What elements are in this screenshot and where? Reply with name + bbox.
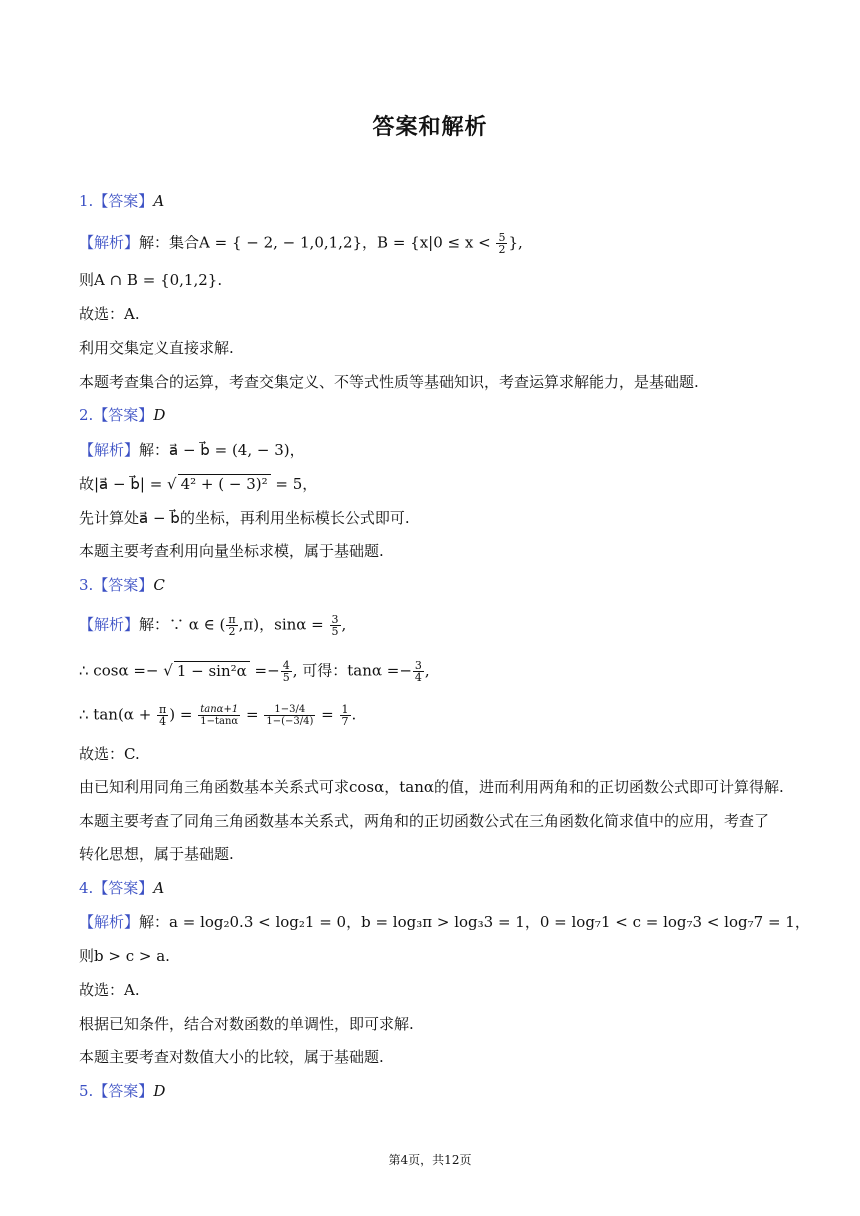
- frac-den: 4: [159, 715, 167, 728]
- q3-line-4: 故选：C.: [79, 745, 140, 763]
- q4-line-3: 故选：A.: [79, 981, 140, 999]
- q2-line-3: 先计算处a⃗ − b⃗的坐标，再利用坐标模长公式即可.: [79, 509, 410, 527]
- q3-analysis-line-1: [79, 614, 346, 637]
- q4-line-4: 根据已知条件，结合对数函数的单调性，即可求解.: [79, 1015, 414, 1033]
- q3-line-5: 由已知利用同角三角函数基本关系式可求cosα，tanα的值，进而利用两角和的正切函数公式即可计算得解.: [79, 778, 784, 796]
- q2-answer-line: [79, 405, 165, 425]
- frac-den: 5: [282, 671, 290, 684]
- frac-den: 2: [498, 243, 506, 256]
- q3-frac-7: [264, 704, 315, 727]
- q1-line-5: 本题考查集合的运算，考查交集定义、不等式性质等基础知识，考查运算求解能力，是基础题.: [79, 373, 699, 391]
- q3-line-3: [79, 704, 356, 727]
- q3-frac-4: [413, 660, 424, 683]
- frac-num: 5: [498, 231, 506, 244]
- q4-analysis-line-1: [79, 912, 810, 932]
- q4-text: 解：a = log₂0.3 < log₂1 = 0，b = log₃π > log₃3 = 1，0 = log₇1 < c = log₇3 < log₇7 = 1，: [139, 913, 810, 931]
- q1-answer-tag: 1.【答案】: [79, 192, 154, 210]
- q3-frac-8: [340, 704, 351, 727]
- q1-line-4: 利用交集定义直接求解.: [79, 339, 234, 357]
- q2-answer-tag: 2.【答案】: [79, 406, 154, 424]
- q3-text-b: =−: [254, 661, 280, 680]
- frac-den: 2: [228, 625, 236, 638]
- q1-text-b: },: [508, 233, 523, 252]
- q1-line-2: 则A ∩ B = {0,1,2}.: [79, 271, 223, 289]
- frac-num: π: [159, 703, 167, 716]
- q3-frac-1: [226, 614, 237, 637]
- q2-line-2: 故|a⃗ − b⃗| = √ 4² + ( − 3)² = 5，: [79, 475, 318, 493]
- q5-answer: D: [153, 1082, 166, 1100]
- q1-text-a: 解：集合A = { − 2, − 1,0,1,2}，B = {x|0 ≤ x <: [139, 233, 491, 252]
- q1-analysis-tag: 【解析】: [79, 233, 140, 252]
- q4-answer: A: [153, 879, 165, 897]
- q2-analysis-tag: 【解析】: [79, 441, 140, 459]
- q4-line-5: 本题主要考查对数值大小的比较，属于基础题.: [79, 1048, 384, 1066]
- q1-analysis-line-1: [79, 232, 523, 255]
- q5-answer-tag: 5.【答案】: [79, 1082, 154, 1100]
- q2-answer: D: [153, 406, 166, 424]
- q2-text-a: 故|a⃗ − b⃗| =: [79, 475, 163, 493]
- q4-line-2: 则b > c > a.: [79, 947, 170, 965]
- q3-text-c: =: [245, 705, 259, 724]
- q1-fraction: [496, 232, 507, 255]
- q3-text-b: ) =: [169, 705, 193, 724]
- q3-text-d: =: [321, 705, 334, 724]
- q4-analysis-tag: 【解析】: [79, 913, 140, 931]
- q3-answer-tag: 3.【答案】: [79, 576, 154, 594]
- q1-answer-line: [79, 191, 164, 211]
- q3-text-a: ∴ tan(α +: [79, 705, 152, 724]
- q3-text-b: ,π)，sinα =: [238, 615, 324, 634]
- q3-text-a: 解：∵ α ∈ (: [139, 615, 226, 634]
- page-footer: 第4页，共12页: [388, 1153, 472, 1167]
- q3-frac-6: [198, 704, 240, 727]
- q2-text-b: = 5，: [275, 475, 318, 493]
- q3-frac-3: [281, 660, 292, 683]
- frac-num: 1−3/4: [264, 704, 315, 716]
- frac-num: π: [228, 613, 236, 626]
- q3-text-c: , 可得：tanα =−: [292, 661, 412, 680]
- q3-answer: C: [153, 576, 165, 594]
- q3-frac-5: [157, 704, 168, 727]
- frac-num: tanα+1: [200, 704, 239, 715]
- q3-line-7: 转化思想，属于基础题.: [79, 845, 234, 863]
- frac-den: 7: [341, 715, 349, 728]
- q1-answer: A: [153, 192, 165, 210]
- q2-analysis-line-1: [79, 440, 305, 460]
- q3-text-e: .: [351, 705, 357, 724]
- page-title: 答案和解析: [372, 115, 488, 140]
- q3-text-a: ∴ cosα =−: [79, 661, 159, 680]
- frac-den: 1−tanα: [200, 716, 239, 727]
- frac-den: 5: [331, 625, 339, 638]
- q3-text-d: ,: [424, 661, 430, 680]
- frac-num: 4: [282, 659, 290, 672]
- q3-frac-2: [330, 614, 341, 637]
- q2-radicand: 4² + ( − 3)²: [178, 474, 271, 493]
- q4-answer-line: [79, 878, 164, 898]
- q2-text: 解：a⃗ − b⃗ = (4, − 3)，: [139, 441, 305, 459]
- q3-line-6: 本题主要考查了同角三角函数基本关系式，两角和的正切函数公式在三角函数化简求值中的应用，考查了: [79, 812, 770, 830]
- q3-analysis-tag: 【解析】: [79, 615, 140, 634]
- q2-line-4: 本题主要考查利用向量坐标求模，属于基础题.: [79, 542, 384, 560]
- frac-den: 1−(−3/4): [266, 716, 314, 727]
- q3-line-2: ∴ cosα =− √ 1 − sin²α =− $\frac{4}{5}$ , 可得：tanα =− $\frac{3}{4}$ ,: [79, 659, 430, 684]
- frac-num: 1: [341, 703, 349, 716]
- frac-num: 3: [414, 659, 422, 672]
- q4-answer-tag: 4.【答案】: [79, 879, 154, 897]
- q5-answer-line: [79, 1081, 165, 1101]
- q3-answer-line: [79, 575, 165, 595]
- frac-den: 4: [414, 671, 422, 684]
- q3-radicand: 1 − sin²α: [174, 661, 250, 680]
- frac-num: 3: [331, 613, 339, 626]
- q3-text-c: ,: [341, 615, 347, 634]
- q1-line-3: 故选：A.: [79, 305, 140, 323]
